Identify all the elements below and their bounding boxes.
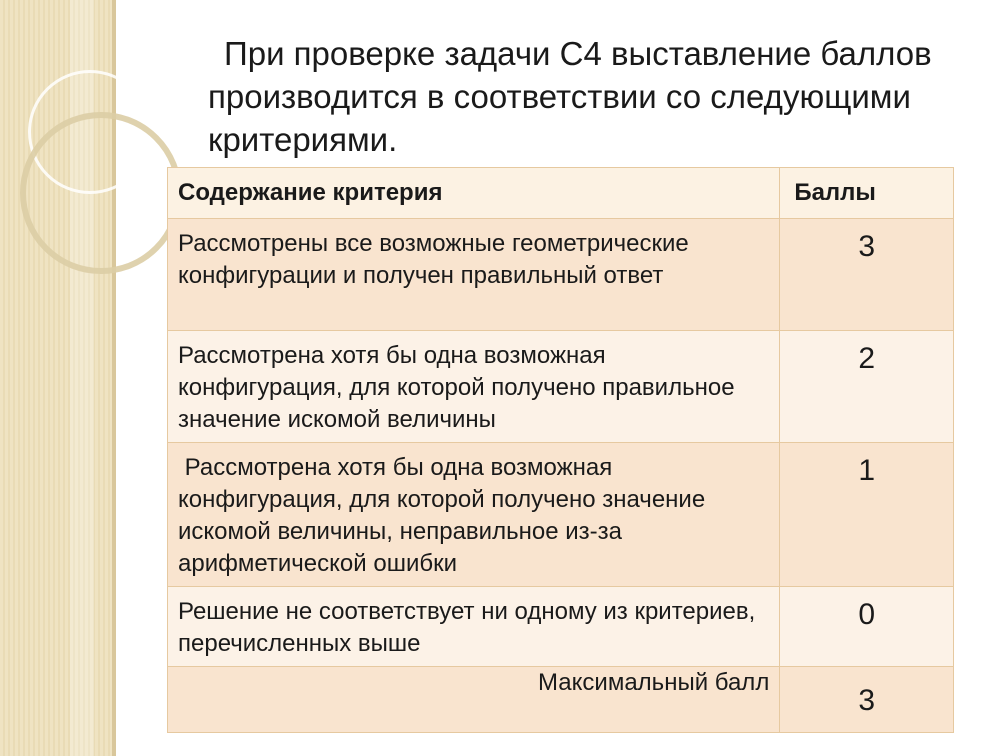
criteria-table: [167, 167, 954, 733]
score-cell: 3: [780, 219, 954, 331]
table-row: [168, 443, 954, 587]
criterion-cell: Рассмотрена хотя бы одна возможная конфигурация, для которой получено правильное значение искомой величины: [168, 331, 780, 443]
criterion-cell: Решение не соответствует ни одному из критериев, перечисленных выше: [168, 587, 780, 667]
decorative-ring-icon: [20, 112, 182, 274]
header-criterion: Содержание критерия: [168, 168, 780, 219]
score-cell: 0: [780, 587, 954, 667]
score-cell: 1: [780, 443, 954, 587]
score-cell: 2: [780, 331, 954, 443]
table-row: [168, 587, 954, 667]
slide-title: При проверке задачи С4 выставление баллов производится в соответствии со следующими критериями.: [208, 35, 932, 158]
criterion-cell: Рассмотрены все возможные геометрические конфигурации и получен правильный ответ: [168, 219, 780, 331]
table-row: [168, 331, 954, 443]
criterion-cell: Рассмотрена хотя бы одна возможная конфигурация, для которой получено значение искомой величины, неправильное из-за арифметической ошибки: [168, 443, 780, 587]
table-header-row: [168, 168, 954, 219]
max-score-value: 3: [780, 667, 954, 733]
max-score-row: [168, 667, 954, 733]
table-row: [168, 219, 954, 331]
max-score-label: Максимальный балл: [168, 667, 780, 733]
header-score: Баллы: [780, 168, 954, 219]
